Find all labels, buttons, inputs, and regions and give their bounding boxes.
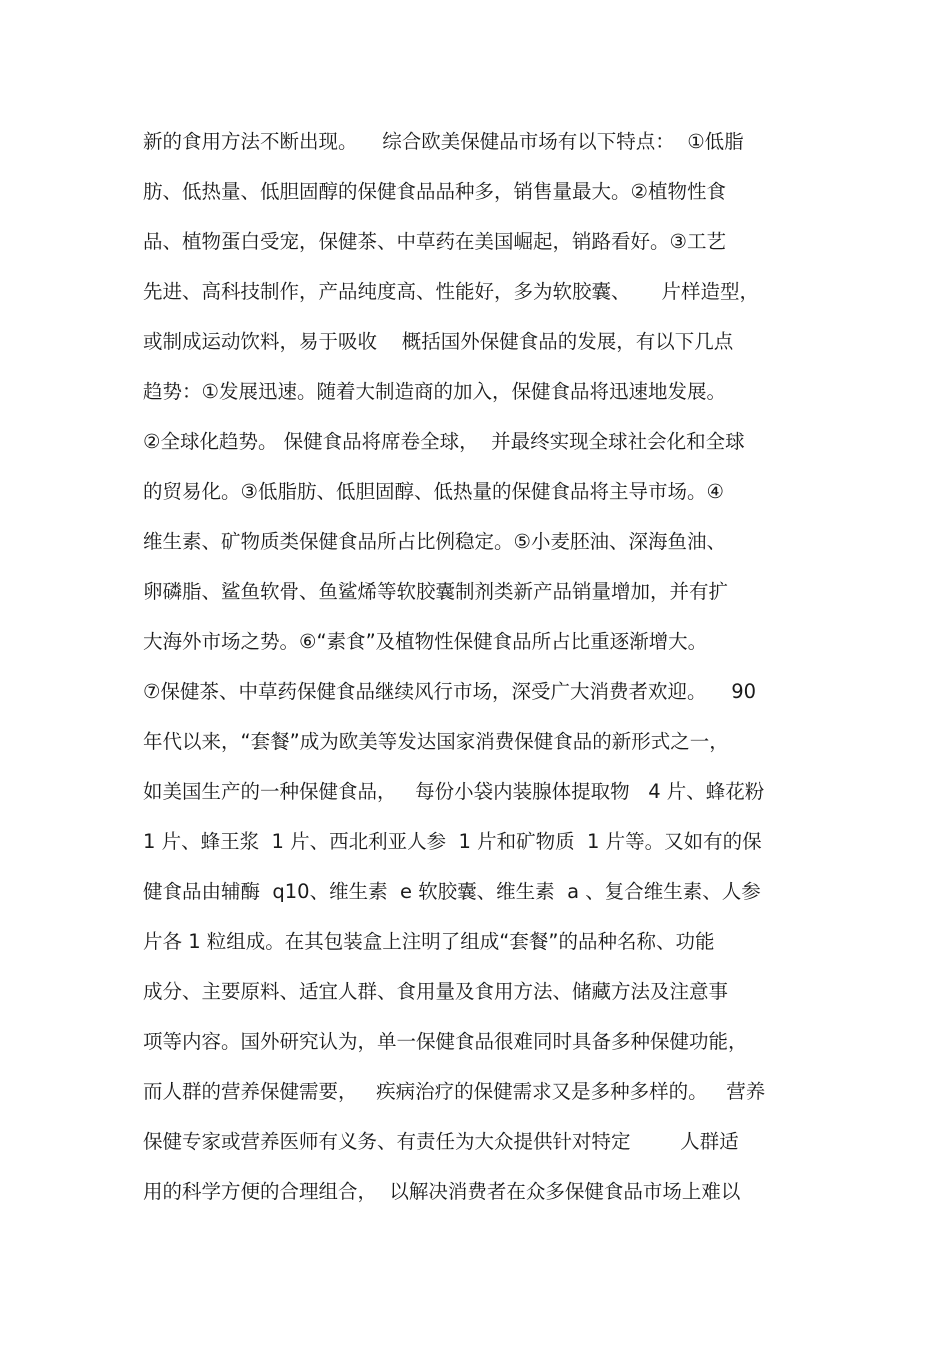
- text-line: 卵磷脂、鲨鱼软骨、鱼鲨烯等软胶囊制剂类新产品销量增加，并有扩: [143, 580, 729, 603]
- text-line: 新的食用方法不断出现。 综合欧美保健品市场有以下特点： ①低脂: [143, 130, 744, 153]
- text-line: 如美国生产的一种保健食品， 每份小袋内装腺体提取物 4 片、蜂花粉: [143, 780, 765, 803]
- text-line: 片各 1 粒组成。在其包装盒上注明了组成“套餐”的品种名称、功能: [143, 930, 715, 953]
- text-line: 先进、高科技制作，产品纯度高、性能好，多为软胶囊、 片样造型，: [143, 280, 759, 303]
- text-line: 肪、低热量、低胆固醇的保健食品品种多，销售量最大。②植物性食: [143, 180, 726, 203]
- text-line: ⑦保健茶、中草药保健食品继续风行市场，深受广大消费者欢迎。 90: [143, 680, 757, 703]
- text-line: 而人群的营养保健需要， 疾病治疗的保健需求又是多种多样的。 营养: [143, 1080, 766, 1103]
- text-line: 大海外市场之势。⑥“素食”及植物性保健食品所占比重逐渐增大。: [143, 630, 708, 653]
- text-line: 健食品由辅酶 q10、维生素 e 软胶囊、维生素 a 、复合维生素、人参: [143, 880, 761, 903]
- text-line: 维生素、矿物质类保健食品所占比例稳定。⑤小麦胚油、深海鱼油、: [143, 530, 726, 553]
- body-text: [143, 117, 823, 1217]
- text-line: 保健专家或营养医师有义务、有责任为大众提供针对特定 人群适: [143, 1130, 739, 1153]
- text-line: 品、植物蛋白受宠，保健茶、中草药在美国崛起，销路看好。③工艺: [143, 230, 726, 253]
- text-line: 项等内容。国外研究认为，单一保健食品很难同时具备多种保健功能，: [143, 1030, 748, 1053]
- text-line: 或制成运动饮料，易于吸收 概括国外保健食品的发展，有以下几点: [143, 330, 734, 353]
- text-line: 1 片、蜂王浆 1 片、西北利亚人参 1 片和矿物质 1 片等。又如有的保: [143, 830, 762, 853]
- text-line: 用的科学方便的合理组合， 以解决消费者在众多保健食品市场上难以: [143, 1180, 741, 1203]
- text-line: ②全球化趋势。 保健食品将席卷全球， 并最终实现全球社会化和全球: [143, 430, 745, 453]
- text-line: 年代以来，“套餐”成为欧美等发达国家消费保健食品的新形式之一，: [143, 730, 729, 753]
- text-line: 成分、主要原料、适宜人群、食用量及食用方法、储藏方法及注意事: [143, 980, 729, 1003]
- text-line: 的贸易化。③低脂肪、低胆固醇、低热量的保健食品将主导市场。④: [143, 480, 724, 503]
- text-line: 趋势：①发展迅速。随着大制造商的加入，保健食品将迅速地发展。: [143, 380, 726, 403]
